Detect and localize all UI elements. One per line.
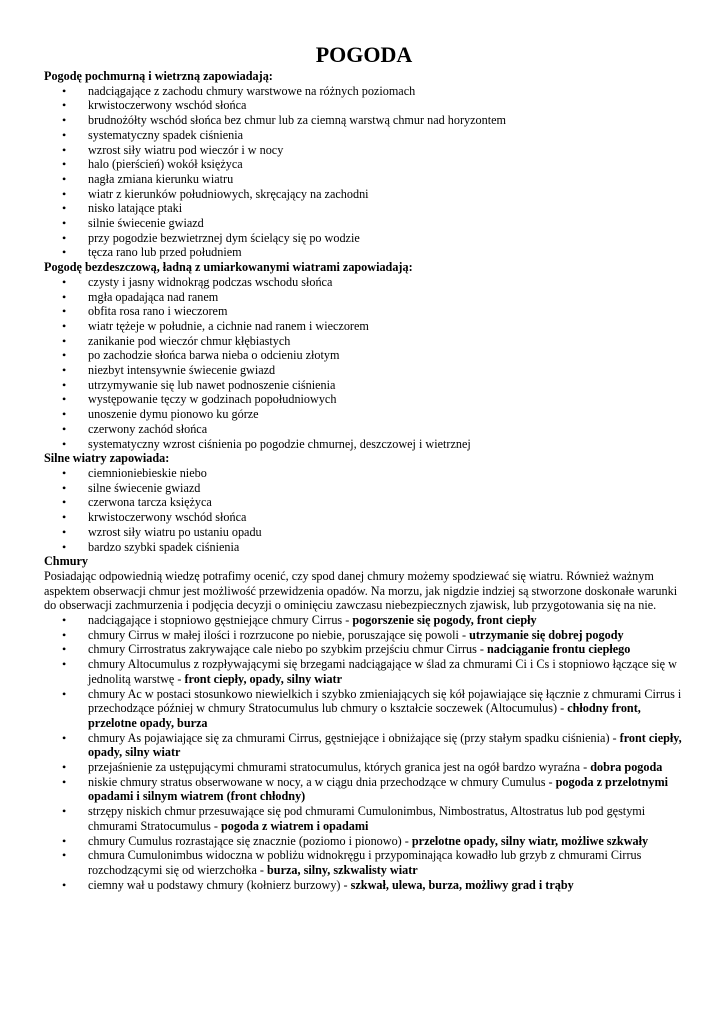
list-item: • nisko latające ptaki [44,201,684,216]
cloud-list-item [44,760,684,775]
list-item: • utrzymywanie się lub nawet podnoszenie ciśnienia [44,378,684,393]
cloud-list-item [44,642,684,657]
cloud-forecast: pogoda z przelotnymi opadami i silnym wiatrem (front chłodny) [88,774,669,804]
cloud-list-item [44,834,684,849]
list-item: • tęcza rano lub przed południem [44,245,684,260]
list-item: • obfita rosa rano i wieczorem [44,304,684,319]
list-item: • wzrost siły wiatru po ustaniu opadu [44,525,684,540]
list-item: • halo (pierścień) wokół księżyca [44,157,684,172]
list-item: • unoszenie dymu pionowo ku górze [44,407,684,422]
cloud-list-item [44,628,684,643]
list-item: • zanikanie pod wieczór chmur kłębiastych [44,334,684,349]
list-item: • brudnożółty wschód słońca bez chmur lub za ciemną warstwą chmur nad horyzontem [44,113,684,128]
list-item: • przy pogodzie bezwietrznej dym ścielący się po wodzie [44,231,684,246]
bullet-list [44,84,684,260]
weather-sections [44,69,684,554]
cloud-list-item [44,687,684,731]
page-title: POGODA [315,42,413,67]
list-item: • silnie świecenie gwiazd [44,216,684,231]
cloud-forecast: szkwał, ulewa, burza, możliwy grad i trąby [350,877,574,892]
cloud-forecast: front ciepły, opady, silny wiatr [184,671,343,686]
bullet-list [44,275,684,451]
list-item: • niezbyt intensywnie świecenie gwiazd [44,363,684,378]
list-item: • mgła opadająca nad ranem [44,290,684,305]
document-page [44,41,684,892]
section-heading: Pogodę bezdeszczową, ładną z umiarkowanymi wiatrami zapowiadają: [44,260,413,275]
cloud-description: chmury Cumulus rozrastające się znacznie (poziomo i pionowo) - [88,833,412,848]
cloud-description: chmury As pojawiające się za chmurami Cirrus, gęstniejące i obniżające się (przy stałym spadku ciśnienia) - [88,730,620,745]
clouds-list [44,613,684,892]
list-item: • nagła zmiana kierunku wiatru [44,172,684,187]
clouds-heading: Chmury [44,554,89,569]
list-item: • nadciągające z zachodu chmury warstwowe na różnych poziomach [44,84,684,99]
list-item: • po zachodzie słońca barwa nieba o odcieniu złotym [44,348,684,363]
cloud-list-item [44,878,684,893]
cloud-list-item [44,848,684,877]
cloud-list-item [44,804,684,833]
list-item: • krwistoczerwony wschód słońca [44,98,684,113]
list-item: • silne świecenie gwiazd [44,481,684,496]
list-item: • wiatr tężeje w południe, a cichnie nad ranem i wieczorem [44,319,684,334]
cloud-description: chmury Cirrostratus zakrywające cale niebo po szybkim przejściu chmur Cirrus - [88,642,488,657]
cloud-forecast: nadciąganie frontu ciepłego [487,642,631,657]
cloud-forecast: przelotne opady, silny wiatr, możliwe szkwały [411,833,649,848]
list-item: • ciemnioniebieskie niebo [44,466,684,481]
list-item: • bardzo szybki spadek ciśnienia [44,540,684,555]
list-item: • systematyczny spadek ciśnienia [44,128,684,143]
cloud-description: przejaśnienie za ustępującymi chmurami stratocumulus, których granica jest na ogół bardzo wyraźna - [88,760,591,775]
cloud-forecast: chłodny front, przelotne opady, burza [88,701,641,730]
section-heading: Silne wiatry zapowiada: [44,451,170,466]
section-heading: Pogodę pochmurną i wietrzną zapowiadają: [44,69,273,83]
list-item: • wzrost siły wiatru pod wieczór i w nocy [44,143,684,158]
cloud-forecast: dobra pogoda [590,760,663,775]
cloud-description: chmury Cirrus w małej ilości i rozrzucone po niebie, poruszające się powoli - [88,627,470,642]
list-item: • czerwona tarcza księżyca [44,495,684,510]
list-item: • występowanie tęczy w godzinach popołudniowych [44,392,684,407]
cloud-forecast: utrzymanie się dobrej pogody [469,627,624,642]
cloud-list-item [44,613,684,628]
list-item: • krwistoczerwony wschód słońca [44,510,684,525]
cloud-description: chmury Ac w postaci stosunkowo niewielkich i szybko zmieniających się kół pojawiające się łącznie z chmurami Cirrus i przechodzące później w chmury Stratocumulus lub chmury o kształcie soczewek (Altocumulus) - [88,686,682,716]
cloud-description: chmura Cumulonimbus widoczna w pobliżu widnokręgu i przypominająca kowadło lub grzyb z chmurami Cirrus rozchodzącymi się od wierzchołka - [88,848,642,877]
cloud-forecast: pogorszenie się pogody, front ciepły [352,613,537,628]
cloud-forecast: burza, silny, szkwalisty wiatr [267,862,418,877]
cloud-description: strzępy niskich chmur przesuwające się pod chmurami Cumulonimbus, Nimbostratus, Altostratus lub pod gęstymi chmurami Stratocumulus - [88,804,646,833]
cloud-forecast: front ciepły, opady, silny wiatr [88,730,682,760]
clouds-intro: Posiadając odpowiednią wiedzę potrafimy ocenić, czy spod danej chmury możemy spodziewać się wiatru. Również ważnym aspektem obserwacji chmur jest możliwość przewidzenia opadów. Na morzu, jak nigdzie indziej są stworzone doskonałe warunki do obserwacji zachmurzenia i podjęcia decyzji o ominięciu zawczasu niebezpiecznych zjawisk, lub przygotowania się na nie. [44,568,678,613]
cloud-description: chmury Altocumulus z rozpływającymi się brzegami nadciągające w ślad za chmurami Ci i Cs i stopniowo łączące się w jednolitą warstwę - [88,657,677,686]
cloud-list-item [44,775,684,804]
list-item: • wiatr z kierunków południowych, skręcający na zachodni [44,187,684,202]
cloud-description: nadciągające i stopniowo gęstniejące chmury Cirrus - [88,613,353,628]
cloud-forecast: pogoda z wiatrem i opadami [221,818,369,833]
cloud-list-item [44,731,684,760]
list-item: • systematyczny wzrost ciśnienia po pogodzie chmurnej, deszczowej i wietrznej [44,437,684,452]
cloud-description: ciemny wał u podstawy chmury (kołnierz burzowy) - [88,877,351,892]
list-item: • czerwony zachód słońca [44,422,684,437]
bullet-list [44,466,684,554]
cloud-list-item [44,657,684,686]
list-item: • czysty i jasny widnokrąg podczas wschodu słońca [44,275,684,290]
cloud-description: niskie chmury stratus obserwowane w nocy, a w ciągu dnia przechodzące w chmury Cumulus - [88,774,556,789]
